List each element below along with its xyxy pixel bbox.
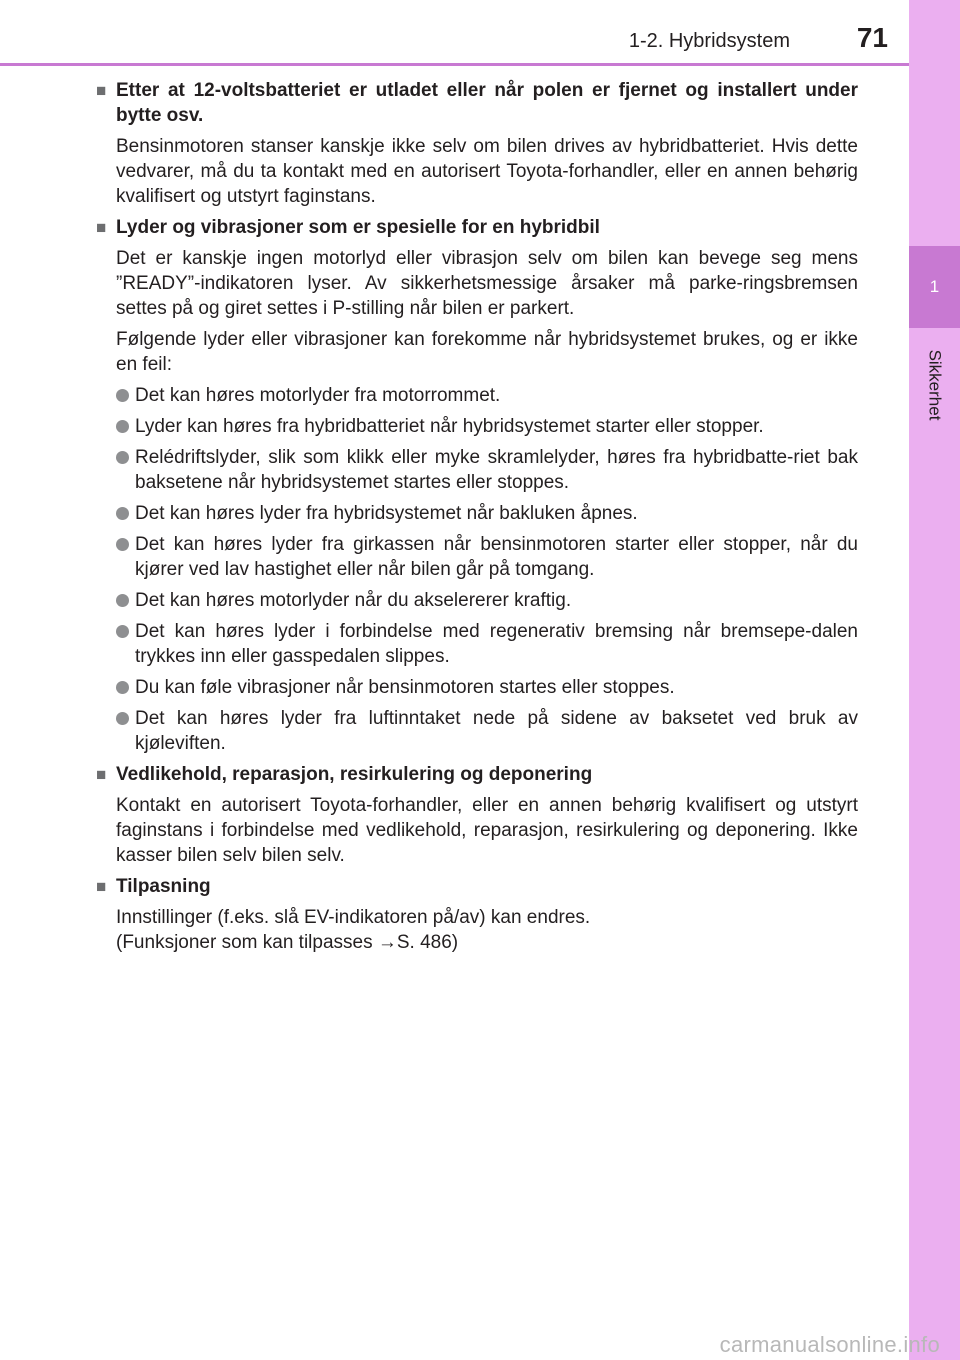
paragraph: Bensinmotoren stanser kanskje ikke selv om bilen drives av hybridbatteriet. Hvis dette vedvarer, må du ta kontakt med en autorisert Toyota-forhandler, eller en annen behørig kvalifisert og utstyrt faginstans.	[116, 136, 858, 207]
section-heading: ■ Etter at 12-voltsbatteriet er utladet eller når polen er fjernet og installert under bytte osv.	[96, 80, 858, 126]
section-heading: ■ Lyder og vibrasjoner som er spesielle for en hybridbil	[96, 217, 600, 238]
square-bullet-icon: ■	[96, 81, 107, 100]
paragraph: Kontakt en autorisert Toyota-forhandler, eller en annen behørig kvalifisert og utstyrt faginstans i forbindelse med vedlikehold, reparasjon, resirkulering og deponering. Ikke kasser bilen selv bilen selv.	[116, 795, 858, 866]
circle-bullet-icon	[116, 532, 135, 557]
list-item: Det kan høres lyder fra girkassen når bensinmotoren starter eller stopper, når du kjører ved lav hastighet eller når bilen går på tomgang.	[116, 532, 858, 582]
section-heading: ■ Vedlikehold, reparasjon, resirkulering og deponering	[96, 764, 593, 785]
circle-bullet-icon	[116, 675, 135, 700]
chapter-tab	[909, 246, 960, 328]
cross-reference: (Funksjoner som kan tilpasses →S. 486)	[116, 932, 459, 953]
square-bullet-icon: ■	[96, 218, 107, 237]
list-item: Du kan føle vibrasjoner når bensinmotoren startes eller stoppes.	[116, 675, 858, 700]
header-rule	[0, 63, 909, 66]
circle-bullet-icon	[116, 501, 135, 526]
list-item: Relédriftslyder, slik som klikk eller myke skramlelyder, høres fra hybridbatte-riet bak baksetene når hybridsystemet startes eller stoppes.	[116, 445, 858, 495]
chapter-label-text: Sikkerhet	[925, 349, 944, 421]
circle-bullet-icon	[116, 445, 135, 470]
circle-bullet-icon	[116, 414, 135, 439]
paragraph: Det er kanskje ingen motorlyd eller vibrasjon selv om bilen kan bevege seg mens ”READY”-indikatoren lyser. Av sikkerhetsmessige årsaker må parke-ringsbremsen settes på og giret settes i P-stilling når bilen er parkert.	[116, 248, 858, 319]
page-content	[96, 78, 858, 961]
list-item: Lyder kan høres fra hybridbatteriet når hybridsystemet starter eller stopper.	[116, 414, 858, 439]
square-bullet-icon: ■	[96, 765, 107, 784]
circle-bullet-icon	[116, 619, 135, 644]
page-number: 71	[856, 22, 888, 53]
paragraph: Følgende lyder eller vibrasjoner kan forekomme når hybridsystemet brukes, og er ikke en feil:	[116, 329, 858, 375]
watermark: carmanualsonline.info	[719, 1332, 940, 1357]
list-item: Det kan høres lyder fra hybridsystemet når bakluken åpnes.	[116, 501, 858, 526]
chapter-side-strip	[909, 0, 960, 1360]
square-bullet-icon: ■	[96, 877, 107, 896]
list-item: Det kan høres lyder i forbindelse med regenerativ bremsing når bremsepe-dalen trykkes inn eller gasspedalen slippes.	[116, 619, 858, 669]
list-item: Det kan høres lyder fra luftinntaket nede på sidene av baksetet ved bruk av kjøleviften.	[116, 706, 858, 756]
circle-bullet-icon	[116, 588, 135, 613]
circle-bullet-icon	[116, 383, 135, 408]
section-title: 1-2. Hybridsystem	[628, 30, 790, 52]
paragraph: Innstillinger (f.eks. slå EV-indikatoren på/av) kan endres.	[116, 907, 591, 928]
section-heading: ■ Tilpasning	[96, 876, 211, 897]
chapter-number: 1	[929, 277, 940, 296]
list-item: Det kan høres motorlyder fra motorrommet.	[116, 383, 858, 408]
circle-bullet-icon	[116, 706, 135, 731]
chapter-label	[914, 340, 954, 430]
list-item: Det kan høres motorlyder når du akselererer kraftig.	[116, 588, 858, 613]
